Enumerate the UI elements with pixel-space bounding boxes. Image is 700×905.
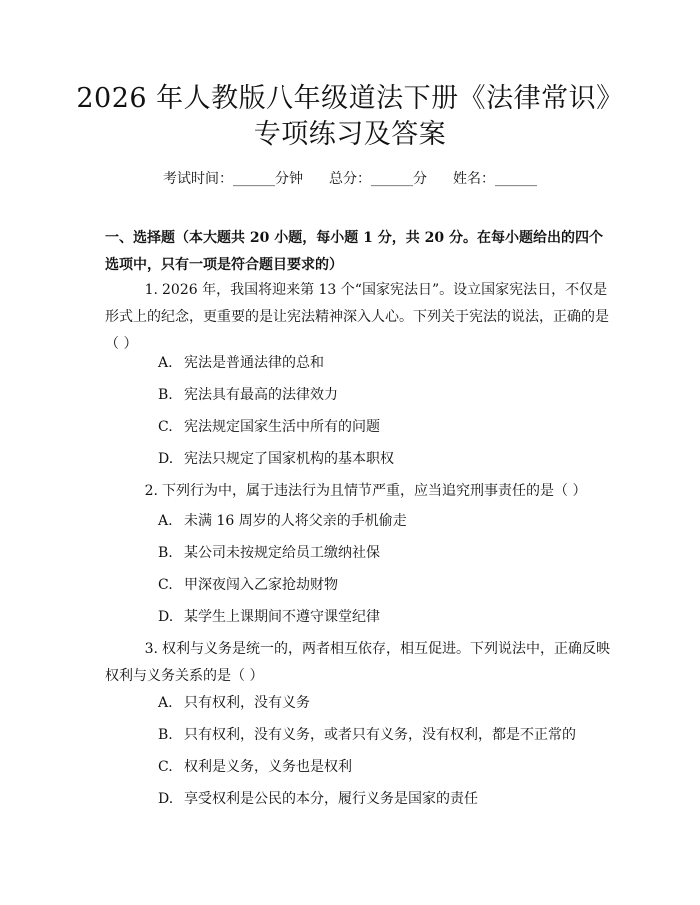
option-3b: B. 只有权利，没有义务，或者只有义务，没有权利，都是不正常的: [158, 727, 576, 743]
question-2: [105, 478, 613, 505]
question-stem: 权利与义务是统一的，两者相互依存，相互促进。下列说法中，正确反映权利与义务关系的是（ ）: [105, 641, 610, 684]
option-1b: B. 宪法具有最高的法律效力: [158, 387, 338, 403]
option-2d: D. 某学生上课期间不遵守课堂纪律: [158, 609, 380, 625]
page-title-line1: 2026 年人教版八年级道法下册《法律常识》: [76, 83, 624, 114]
option-3a: A. 只有权利，没有义务: [158, 695, 310, 711]
exam-info-row: [0, 168, 700, 188]
option-3c: C. 权利是义务，义务也是权利: [158, 759, 352, 775]
question-stem: 2026 年，我国将迎来第 13 个“国家宪法日”。设立国家宪法日，不仅是形式上的纪念，更重要的是让宪法精神深入人心。下列关于宪法的说法，正确的是（ ）: [105, 282, 609, 352]
question-number: 1.: [144, 282, 158, 298]
student-name-field: 姓名：______: [453, 171, 537, 187]
question-number: 2.: [144, 483, 158, 499]
page-title-line2: 专项练习及答案: [253, 119, 447, 150]
option-2a: A. 未满 16 周岁的人将父亲的手机偷走: [158, 513, 407, 529]
question-1: [105, 277, 613, 358]
question-3: [105, 636, 613, 690]
option-2c: C. 甲深夜闯入乙家抢劫财物: [158, 577, 338, 593]
section-heading: 一、选择题（本大题共 20 小题，每小题 1 分，共 20 分。在每小题给出的四个选项中，只有一项是符合题目要求的）: [105, 230, 603, 273]
exam-time-field: 考试时间：______分钟: [163, 171, 303, 187]
question-stem: 下列行为中，属于违法行为且情节严重，应当追究刑事责任的是（ ）: [162, 483, 587, 499]
option-2b: B. 某公司未按规定给员工缴纳社保: [158, 545, 380, 561]
option-3d: D. 享受权利是公民的本分，履行义务是国家的责任: [158, 791, 478, 807]
option-1c: C. 宪法规定国家生活中所有的问题: [158, 419, 380, 435]
total-score-field: 总分：______分: [329, 171, 427, 187]
question-number: 3.: [144, 641, 158, 657]
option-1d: D. 宪法只规定了国家机构的基本职权: [158, 451, 394, 467]
option-1a: A. 宪法是普通法律的总和: [158, 355, 324, 371]
